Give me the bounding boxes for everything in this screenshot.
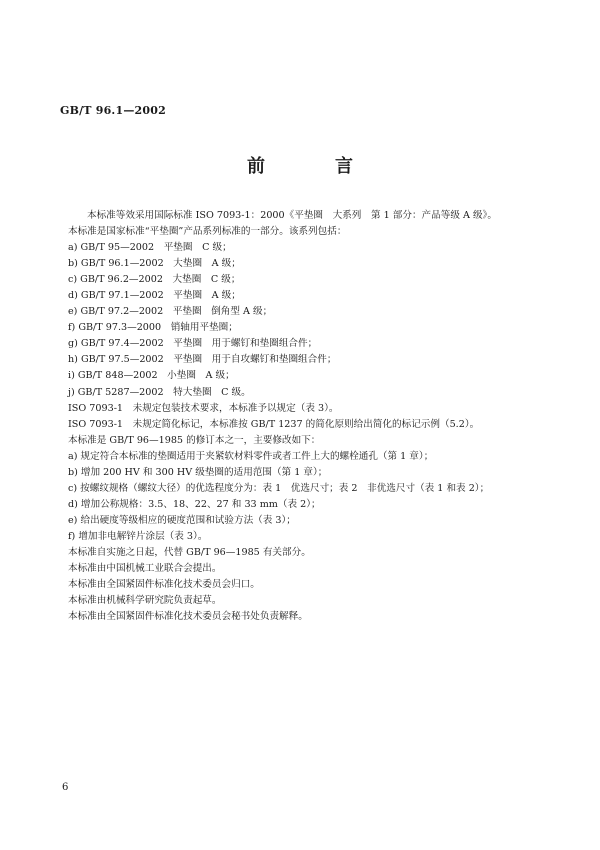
paragraph: 本标准由全国紧固件标准化技术委员会秘书处负责解释。: [68, 611, 308, 623]
paragraph: ISO 7093-1 未规定包装技术要求，本标准予以规定（表 3）。: [68, 402, 339, 414]
list-item: j) GB/T 5287—2002 特大垫圈 C 级。: [68, 386, 251, 398]
list-item: b) 增加 200 HV 和 300 HV 级垫圈的适用范围（第 1 章）；: [68, 466, 328, 478]
paragraph: 本标准由全国紧固件标准化技术委员会归口。: [68, 579, 260, 591]
paragraph: 本标准自实施之日起，代替 GB/T 96—1985 有关部分。: [68, 546, 311, 558]
list-item: g) GB/T 97.4—2002 平垫圈 用于螺钉和垫圈组合件；: [68, 338, 318, 350]
list-item: c) 按螺纹规格（螺纹大径）的优选程度分为：表 1 优选尺寸；表 2 非优选尺寸（表 1 和表 2）；: [68, 482, 490, 494]
paragraph: 本标准等效采用国际标准 ISO 7093-1：2000《平垫圈 大系列 第 1 部分：产品等级 A 级》。: [87, 210, 497, 221]
paragraph: 本标准由中国机械工业联合会提出。: [68, 563, 222, 575]
standard-code: GB/T 96.1—2002: [60, 104, 166, 117]
list-item: e) GB/T 97.2—2002 平垫圈 倒角型 A 级；: [68, 306, 273, 318]
paragraph: 本标准由机械科学研究院负责起草。: [68, 595, 222, 607]
list-item: e) 给出硬度等级相应的硬度范围和试验方法（表 3）；: [68, 514, 296, 526]
list-item: f) 增加非电解锌片涂层（表 3）。: [68, 530, 208, 542]
list-item: i) GB/T 848—2002 小垫圈 A 级；: [68, 370, 235, 382]
list-item: a) GB/T 95—2002 平垫圈 C 级；: [68, 242, 232, 254]
page-number: 6: [62, 782, 69, 793]
page-title: 前 言: [247, 156, 379, 177]
list-item: f) GB/T 97.3—2000 销轴用平垫圈；: [68, 322, 238, 334]
paragraph: 本标准是 GB/T 96—1985 的修订本之一，主要修改如下：: [68, 434, 321, 446]
list-item: a) 规定符合本标准的垫圈适用于夹紧软材料零件或者工件上大的螺栓通孔（第 1 章）；: [68, 450, 434, 462]
list-item: c) GB/T 96.2—2002 大垫圈 C 级；: [68, 274, 241, 286]
foreword-body: [68, 208, 568, 625]
list-item: h) GB/T 97.5—2002 平垫圈 用于自攻螺钉和垫圈组合件；: [68, 354, 337, 366]
paragraph: ISO 7093-1 未规定简化标记，本标准按 GB/T 1237 的简化原则给出简化的标记示例（5.2）。: [68, 418, 480, 430]
list-item: b) GB/T 96.1—2002 大垫圈 A 级；: [68, 258, 241, 270]
list-item: d) 增加公称规格：3.5、18、22、27 和 33 mm（表 2）；: [68, 498, 321, 510]
list-item: d) GB/T 97.1—2002 平垫圈 A 级；: [68, 290, 241, 302]
paragraph: 本标准是国家标准“平垫圈”产品系列标准的一部分。该系列包括：: [68, 226, 347, 238]
